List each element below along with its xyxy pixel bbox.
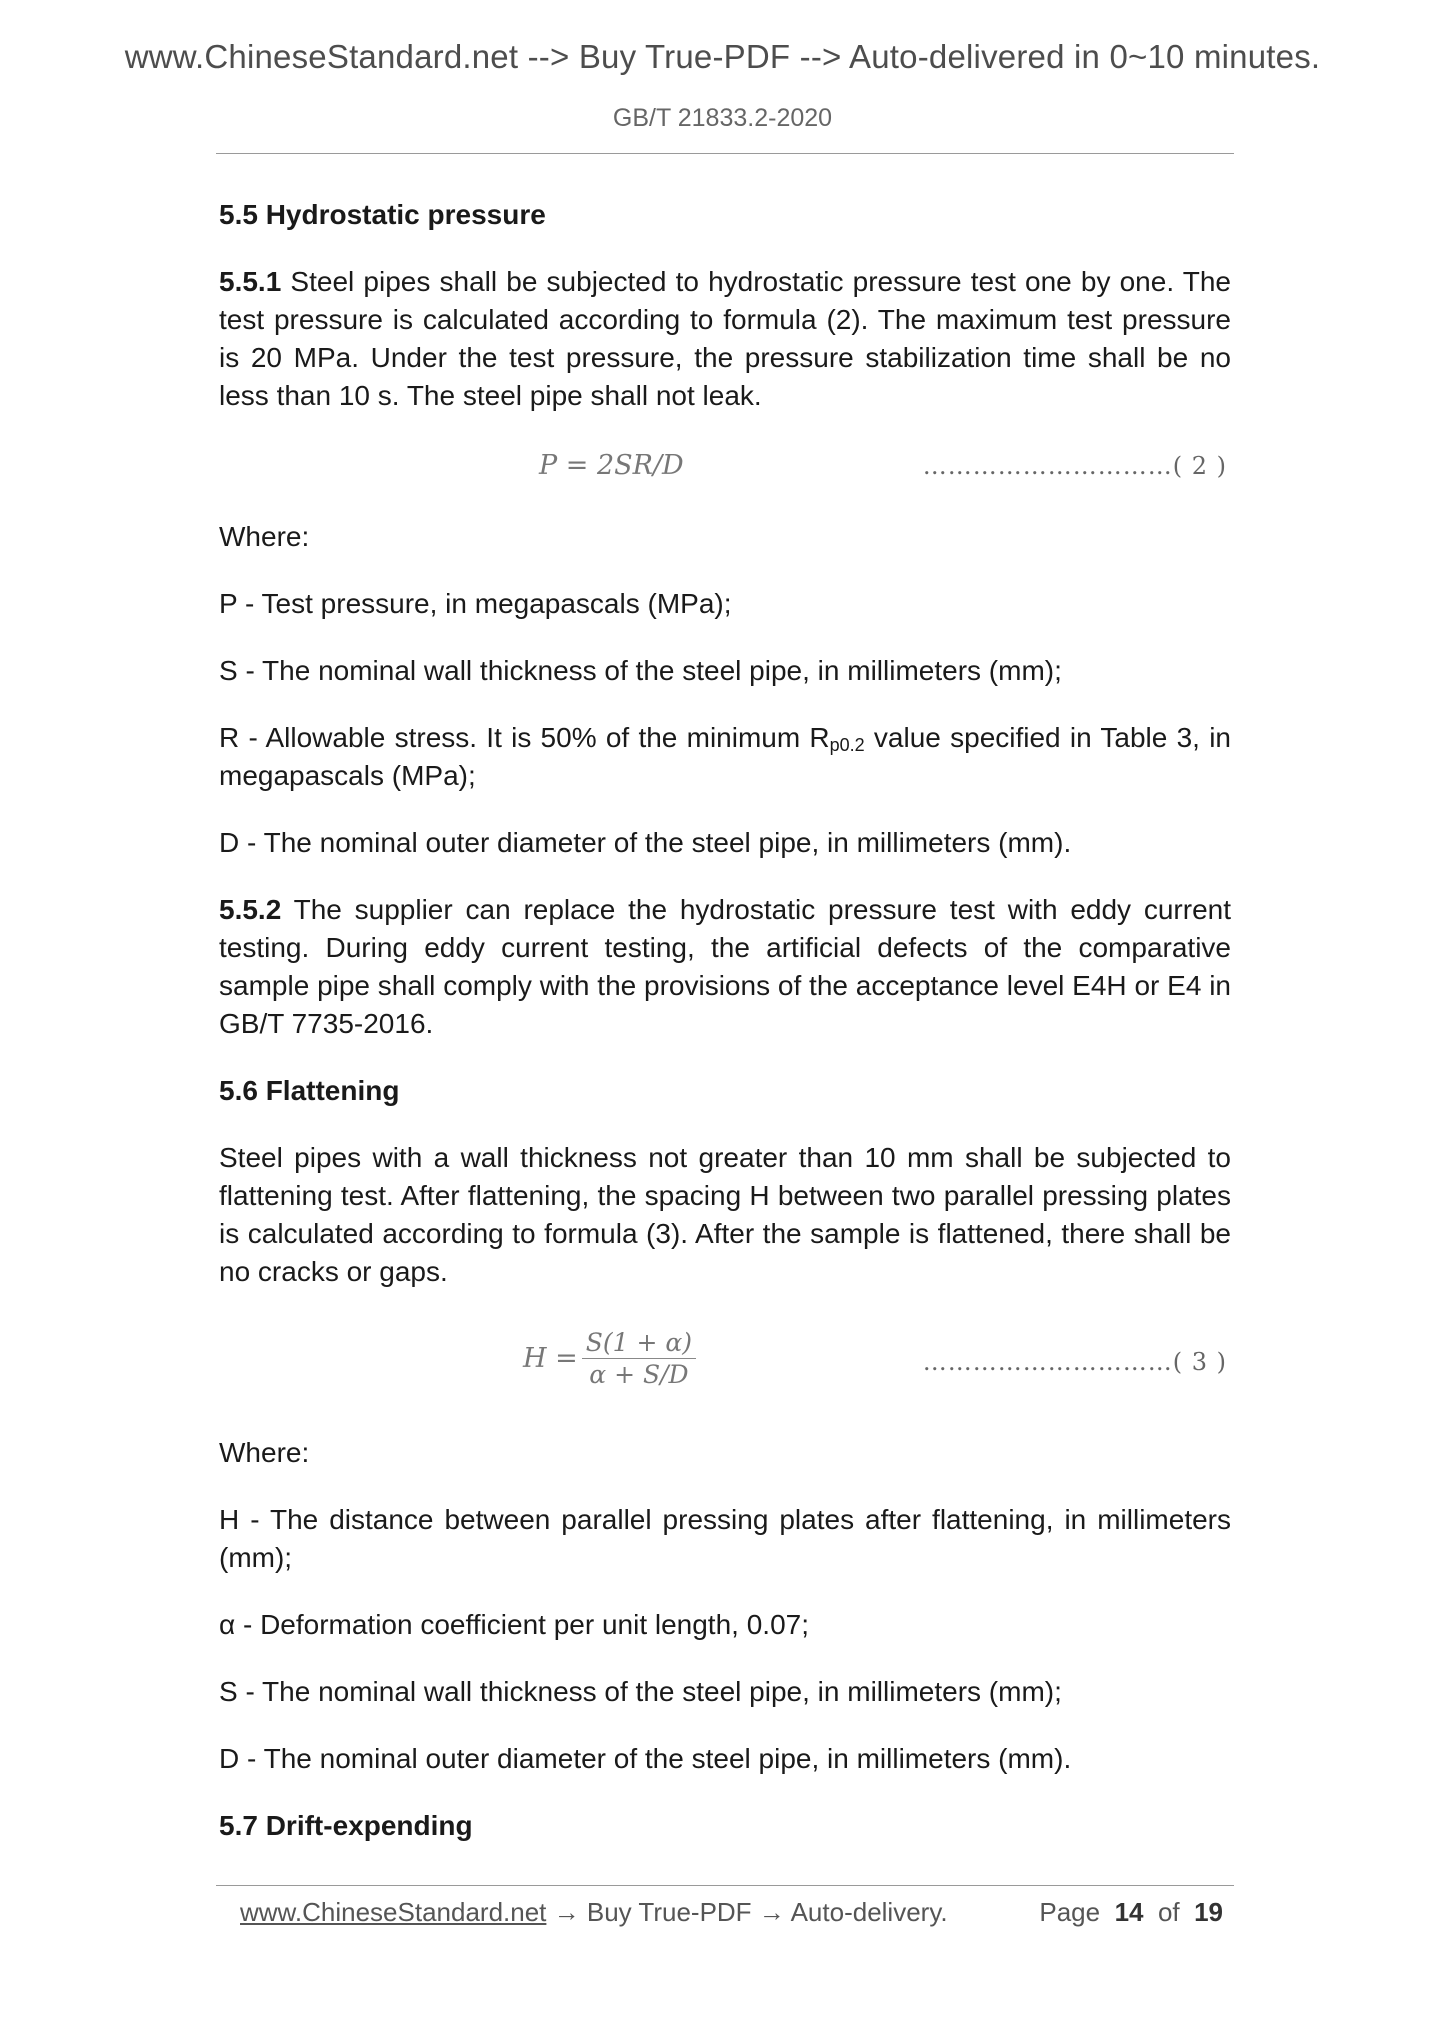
footer-link[interactable]: www.ChineseStandard.net [240,1897,547,1927]
where-label: Where: [219,1437,310,1468]
definition-r-text: R - Allowable stress. It is 50% of the minimum R [219,722,830,753]
formula-expression: P = 2SR/D [539,450,684,481]
where-label: Where: [219,521,310,552]
formula-lhs: H = [523,1343,578,1374]
clause-text: The supplier can replace the hydrostatic pressure test with eddy current testing. During eddy current testing, the artificial defects of the comparative sample pipe shall comply with the provisions of the acceptance level E4H or E4 in GB/T 7735-2016. [219,894,1231,1039]
section-heading-5-6: 5.6 Flattening [219,1075,400,1106]
header-divider [216,153,1234,154]
paragraph-5-5-1 [219,263,1231,415]
definition-d: D - The nominal outer diameter of the steel pipe, in millimeters (mm). [219,827,1072,858]
page-number [1039,1897,1223,1928]
clause-number: 5.5.1 [219,266,282,297]
footer-delivery: Auto-delivery. [790,1897,948,1927]
formula-expression [523,1328,696,1389]
paragraph-5-6: Steel pipes with a wall thickness not greater than 10 mm shall be subjected to flattening test. After flattening, the spacing H between two parallel pressing plates is calculated according to formula (3). After the sample is flattened, there shall be no cracks or gaps. [219,1142,1231,1287]
formula-label: ( 3 ) [1172,1348,1227,1376]
definition-r-subscript: p0.2 [829,735,865,755]
definition-alpha: α - Deformation coefficient per unit length, 0.07; [219,1609,809,1640]
section-heading-5-5: 5.5 Hydrostatic pressure [219,199,546,230]
of-label: of [1157,1897,1180,1927]
formula-leader: ………………………… [922,452,1173,480]
clause-text: Steel pipes shall be subjected to hydrostatic pressure test one by one. The test pressure is calculated according to formula (2). The maximum test pressure is 20 MPa. Under the test pressure, the pressure stabilization time shall be no less than 10 s. The steel pipe shall not leak. [219,266,1231,411]
formula-label: ( 2 ) [1172,452,1227,480]
footer-buy: Buy True-PDF [586,1897,752,1927]
clause-number: 5.5.2 [219,894,282,925]
footer-divider [216,1885,1234,1886]
definition-r-text-end: value specified in Table 3, in megapascals (MPa); [219,722,1231,791]
definition-s: S - The nominal wall thickness of the steel pipe, in millimeters (mm); [219,655,1062,686]
definition-h: H - The distance between parallel pressing plates after flattening, in millimeters (mm); [219,1504,1231,1573]
section-heading-5-7: 5.7 Drift-expending [219,1810,473,1841]
standard-number: GB/T 21833.2-2020 [612,104,833,132]
definition-d: D - The nominal outer diameter of the steel pipe, in millimeters (mm). [219,1743,1072,1774]
document-body [219,196,1231,1874]
arrow-icon: → [751,1897,791,1927]
definition-p: P - Test pressure, in megapascals (MPa); [219,588,732,619]
formula-2 [219,444,1231,494]
arrow-icon: → [546,1897,587,1927]
definition-r [219,719,1231,795]
current-page: 14 [1114,1897,1144,1927]
fraction [582,1328,696,1389]
page-label: Page [1039,1897,1101,1927]
definition-s: S - The nominal wall thickness of the steel pipe, in millimeters (mm); [219,1676,1062,1707]
total-pages: 19 [1194,1897,1223,1927]
paragraph-5-5-2 [219,891,1231,1043]
fraction-denominator: α + S/D [589,1360,689,1389]
formula-number [923,452,1227,480]
footer-promo [240,1897,948,1928]
formula-3 [219,1320,1231,1404]
formula-leader: ………………………… [922,1348,1173,1376]
fraction-numerator: S(1 + α) [582,1328,696,1359]
formula-number [923,1348,1227,1376]
top-banner: www.ChineseStandard.net --> Buy True-PDF --> Auto-delivered in 0~10 minutes. [124,38,1321,75]
